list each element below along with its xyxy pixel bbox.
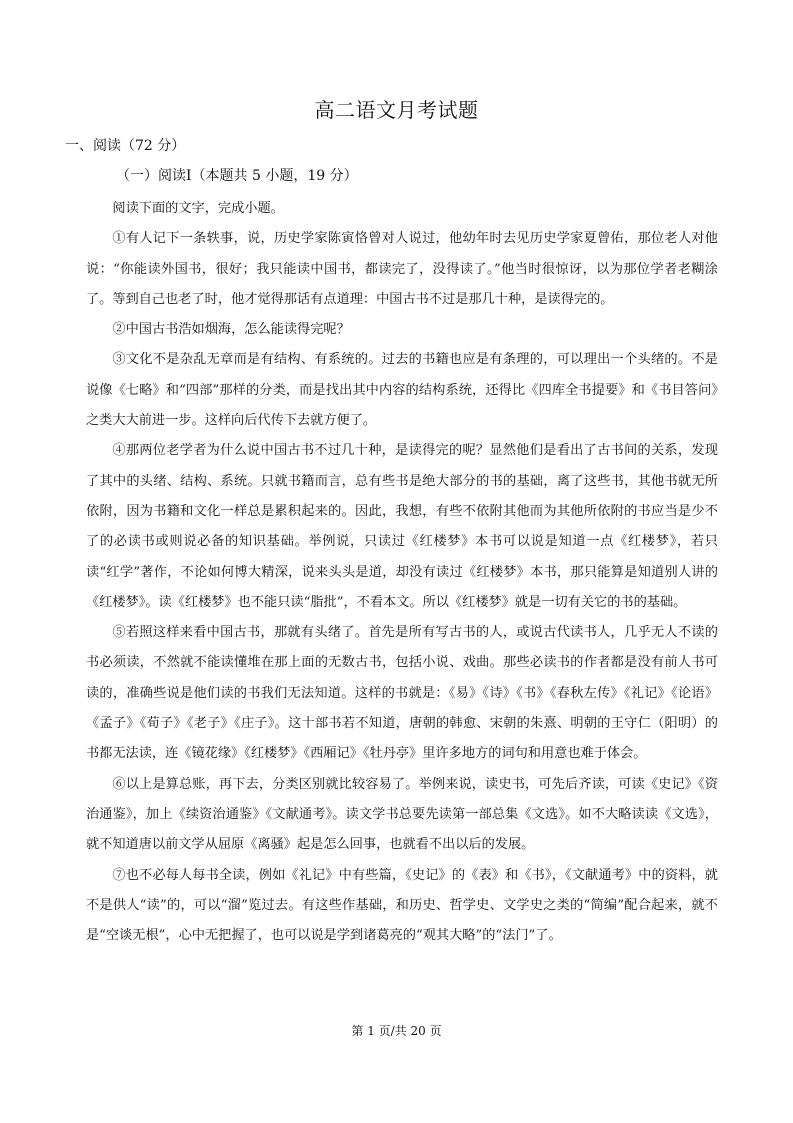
instruction-paragraph: 阅读下面的文字，完成小题。	[112, 201, 284, 216]
paragraph-6: ⑥以上是算总账，再下去，分类区别就比较容易了。举例来说，读史书，可先后齐读，可读《史记》《资治通鉴》，加上《续资治通鉴》《文献通考》。读文学书总要先读第一部总集《文选》。如不大略读读《文选》，就不知道唐以前文学从屈原《离骚》起是怎么回事，也就看不出以后的发展。	[86, 776, 718, 853]
paragraph-4: ④那两位老学者为什么说中国古书不过几十种，是读得完的呢？显然他们是看出了古书间的关系，发现了其中的头绪、结构、系统。只就书籍而言，总有些书是绝大部分的书的基础，离了这些书，其他书就无所依附，因为书籍和文化一样总是累积起来的。因此，我想，有些不依附其他而为其他所依附的书应当是少不了的必读书或则说必备的知识基础。举例说，只读过《红楼梦》本书可以说是知道一点《红楼梦》，若只读“红学”著作，不论如何博大精深，说来头头是道，却没有读过《红楼梦》本书，那只能算是知道别人讲的《红楼梦》。读《红楼梦》也不能只读“脂批”，不看本文。所以《红楼梦》就是一切有关它的书的基础。	[86, 443, 718, 610]
sub-heading: （一）阅读Ⅰ（本题共 5 小题，19 分）	[116, 168, 358, 184]
paragraph-7: ⑦也不必每人每书全读，例如《礼记》中有些篇，《史记》的《表》和《书》，《文献通考》中的资料，就不是供人“读”的，可以“溜”览过去。有这些作基础，和历史、哲学史、文学史之类的“简编”配合起来，就不是“空谈无根”，心中无把握了，也可以说是学到诸葛亮的“观其大略”的“法门”了。	[86, 867, 718, 944]
paragraph-3: ③文化不是杂乱无章而是有结构、有系统的。过去的书籍也应是有条理的，可以理出一个头绪的。不是说像《七略》和“四部”那样的分类，而是找出其中内容的结构系统，还得比《四库全书提要》和《书目答问》之类大大前进一步。这样向后代传下去就方便了。	[86, 352, 718, 429]
paragraph-2: ②中国古书浩如烟海，怎么能读得完呢？	[112, 322, 350, 338]
document-title: 高二语文月考试题	[314, 98, 479, 122]
reading-passage	[86, 194, 718, 951]
paragraph-1: ①有人记下一条轶事，说，历史学家陈寅恪曾对人说过，他幼年时去见历史学家夏曾佑，那位老人对他说：“你能读外国书，很好；我只能读中国书，都读完了，没得读了。”他当时很惊讶，以为那位学者老糊涂了。等到自己也老了时，他才觉得那话有点道理：中国古书不过是那几十种，是读得完的。	[86, 231, 718, 307]
page-footer: 第 1 页/共 20 页	[351, 1024, 442, 1038]
section-heading: 一、阅读（72 分）	[65, 138, 186, 154]
paragraph-5: ⑤若照这样来看中国古书，那就有头绪了。首先是所有写古书的人，或说古代读书人，几乎无人不读的书必须读，不然就不能读懂堆在那上面的无数古书，包括小说、戏曲。那些必读书的作者都是没有前人书可读的，准确些说是他们读的书我们无法知道。这样的书就是：《易》《诗》《书》《春秋左传》《礼记》《论语》《孟子》《荀子》《老子》《庄子》。这十部书若不知道，唐朝的韩愈、宋朝的朱熹、明朝的王守仁（阳明）的书都无法读，连《镜花缘》《红楼梦》《西厢记》《牡丹亭》里许多地方的词句和用意也难于体会。	[86, 625, 718, 762]
